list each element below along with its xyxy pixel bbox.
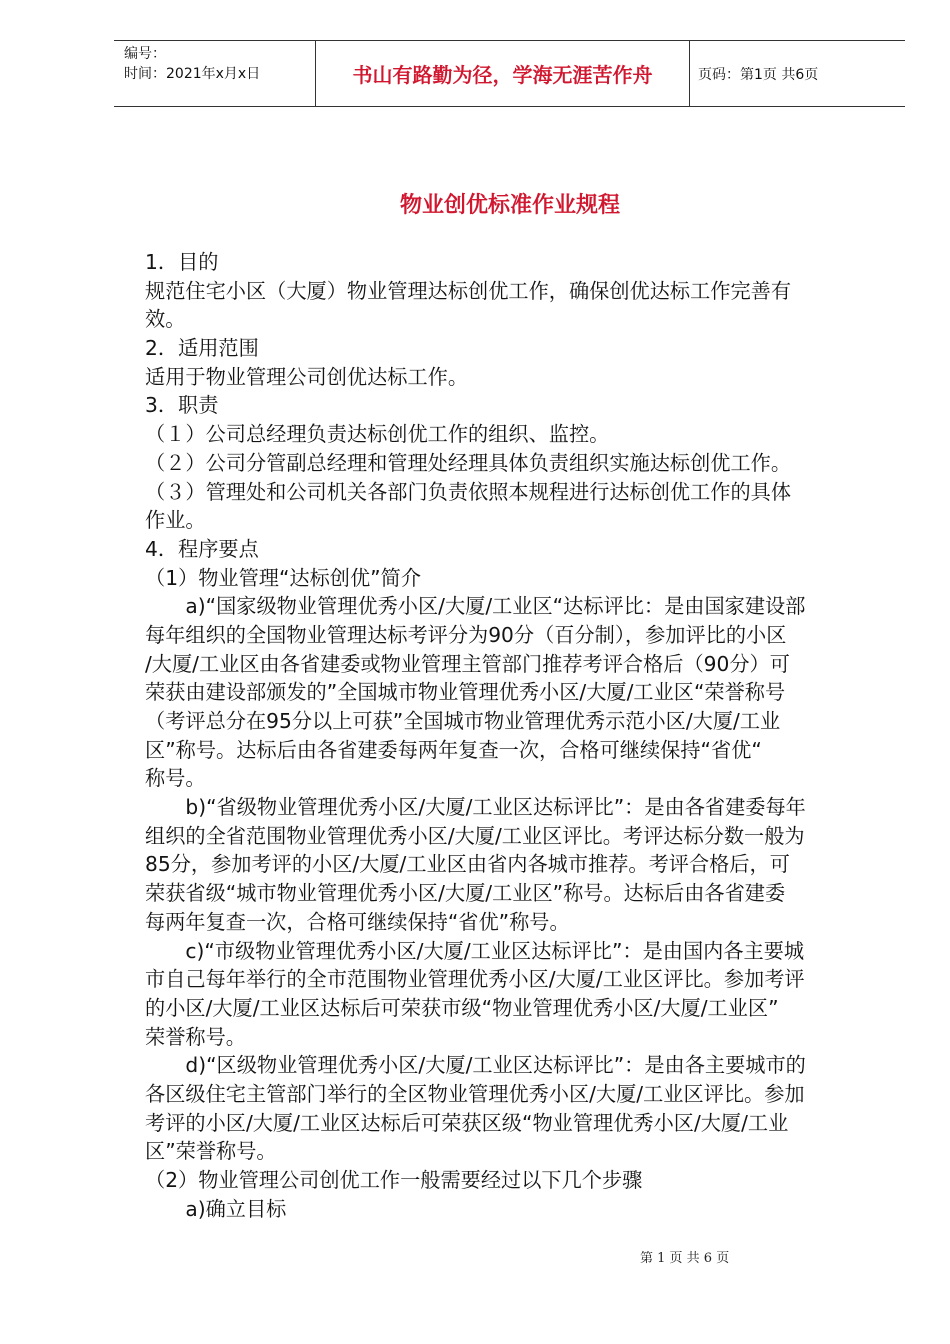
- body-line: （2）物业管理公司创优工作一般需要经过以下几个步骤: [145, 1168, 643, 1192]
- body-line: 的小区/大厦/工业区达标后可荣获市级“物业管理优秀小区/大厦/工业区”: [145, 995, 779, 1020]
- document-body: [145, 248, 885, 1223]
- body-line: 称号。: [145, 766, 206, 791]
- body-line: 4．程序要点: [145, 536, 259, 561]
- body-line: 适用于物业管理公司创优达标工作。: [145, 364, 469, 389]
- body-line: 1．目的: [145, 250, 219, 274]
- body-line: d)“区级物业管理优秀小区/大厦/工业区达标评比”：是由各主要城市的: [145, 1053, 806, 1078]
- motto-cell: [316, 41, 690, 106]
- body-line: a)“国家级物业管理优秀小区/大厦/工业区“达标评比：是由国家建设部: [145, 594, 806, 619]
- body-line: 区”称号。达标后由各省建委每两年复查一次，合格可继续保持“省优“: [145, 737, 762, 762]
- body-line: 市自己每年举行的全市范围物业管理优秀小区/大厦/工业区评比。参加考评: [145, 967, 805, 992]
- header-meta-cell: [114, 41, 316, 106]
- body-line: b)“省级物业管理优秀小区/大厦/工业区达标评比”：是由各省建委每年: [145, 795, 806, 820]
- body-line: 85分，参加考评的小区/大厦/工业区由省内各城市推荐。考评合格后，可: [145, 852, 790, 877]
- document-title: 物业创优标准作业规程: [399, 193, 620, 218]
- body-line: 规范住宅小区（大厦）物业管理达标创优工作，确保创优达标工作完善有: [145, 278, 792, 303]
- body-line: 荣获省级“城市物业管理优秀小区/大厦/工业区”称号。达标后由各省建委: [145, 881, 786, 906]
- body-line: （３）管理处和公司机关各部门负责依照本规程进行达标创优工作的具体: [145, 479, 792, 504]
- body-line: 作业。: [145, 508, 206, 533]
- body-line: 2．适用范围: [145, 336, 259, 361]
- body-line: （２）公司分管副总经理和管理处经理具体负责组织实施达标创优工作。: [145, 450, 792, 475]
- body-line: 组织的全省范围物业管理优秀小区/大厦/工业区评比。考评达标分数一般为: [145, 823, 805, 848]
- body-line: /大厦/工业区由各省建委或物业管理主管部门推荐考评合格后（90分）可: [145, 651, 790, 676]
- number-label: 编号：: [124, 46, 166, 62]
- body-line: c)“市级物业管理优秀小区/大厦/工业区达标评比”：是由国内各主要城: [145, 938, 805, 963]
- page-info-cell: [690, 41, 905, 106]
- page-footer: 第 1 页 共 6 页: [640, 1251, 730, 1266]
- header-motto: 书山有路勤为径，学海无涯苦作舟: [352, 63, 653, 87]
- body-line: 各区级住宅主管部门举行的全区物业管理优秀小区/大厦/工业区评比。参加: [145, 1081, 805, 1106]
- body-line: （１）公司总经理负责达标创优工作的组织、监控。: [145, 422, 610, 447]
- body-line: 荣誉称号。: [145, 1024, 246, 1049]
- header-page-info: 页码：第1页 共6页: [698, 66, 819, 83]
- body-line: （1）物业管理“达标创优”简介: [145, 565, 422, 590]
- body-line: 效。: [145, 307, 186, 332]
- body-line: 荣获由建设部颁发的”全国城市物业管理优秀小区/大厦/工业区“荣誉称号: [145, 680, 786, 705]
- header-table: [114, 40, 905, 107]
- body-line: 3．职责: [145, 393, 219, 418]
- time-label: 时间：2021年x月x日: [124, 66, 261, 82]
- body-line: 每年组织的全国物业管理达标考评分为90分（百分制），参加评比的小区: [145, 622, 787, 647]
- body-line: a)确立目标: [145, 1196, 287, 1221]
- body-line: 区”荣誉称号。: [145, 1139, 277, 1164]
- body-line: （考评总分在95分以上可获”全国城市物业管理优秀示范小区/大厦/工业: [145, 709, 781, 733]
- body-line: 考评的小区/大厦/工业区达标后可荣获区级“物业管理优秀小区/大厦/工业: [145, 1110, 789, 1135]
- body-line: 每两年复查一次，合格可继续保持“省优”称号。: [145, 909, 570, 934]
